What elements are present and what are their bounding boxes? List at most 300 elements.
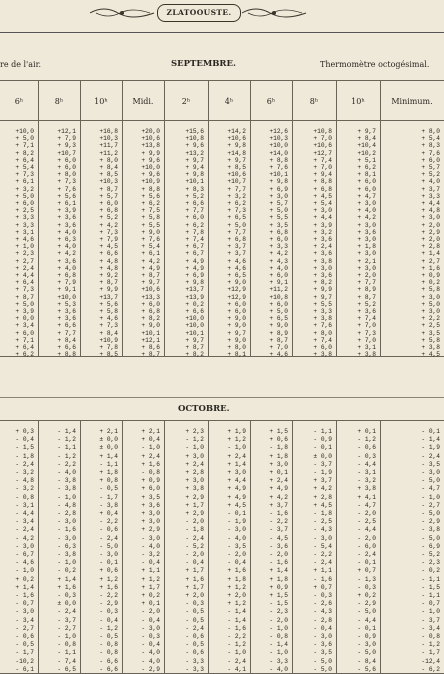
table-cell: - 4,7	[357, 501, 376, 509]
table-cell: - 5,2	[185, 542, 204, 550]
table-cell: + 9,4	[313, 171, 332, 179]
table-cell: + 7,4	[185, 236, 204, 244]
table-cell: + 9,7	[357, 128, 376, 135]
table-cell: + 4,2	[269, 493, 288, 501]
table-cell: + 5,8	[421, 336, 440, 344]
table-cell: - 0,8	[421, 633, 440, 641]
table-cell: + 7,3	[57, 178, 76, 186]
table-cell: + 7,3	[227, 207, 246, 215]
table-cell: + 2,3	[185, 428, 204, 435]
table-cell: - 0,3	[357, 452, 376, 460]
table-cell: +10,6	[227, 171, 246, 179]
table-cell: +10,9	[99, 336, 118, 344]
table-cell: + 0,2	[421, 279, 440, 287]
table-cell: +13,8	[141, 142, 160, 150]
table-cell: + 3,0	[141, 510, 160, 518]
table-cell: - 4,0	[227, 534, 246, 542]
table-cell: + 2,8	[421, 243, 440, 251]
table-cell: - 2,2	[99, 518, 118, 526]
table-cell: + 5,5	[313, 300, 332, 308]
table-cell: - 3,4	[421, 624, 440, 632]
table-cell: + 2,1	[99, 428, 118, 435]
table-cell: - 3,1	[357, 469, 376, 477]
table-cell: + 6,0	[421, 156, 440, 164]
table-cell: + 9,0	[141, 228, 160, 236]
table-cell: + 1,6	[141, 460, 160, 468]
table-cell: - 2,4	[185, 534, 204, 542]
table-cell: - 3,7	[269, 526, 288, 534]
table-cell: + 8,7	[99, 279, 118, 287]
month-title-september: SEPTEMBRE.	[171, 59, 236, 69]
table-cell: + 2,0	[185, 592, 204, 600]
table-cell: - 1,0	[421, 493, 440, 501]
table-cell: + 5,6	[57, 192, 76, 200]
column-header: 8ʰ	[54, 97, 64, 106]
table-cell: - 4,4	[15, 510, 34, 518]
data-column	[2, 128, 34, 359]
table-cell: + 1,5	[269, 592, 288, 600]
table-cell: + 7,7	[185, 207, 204, 215]
table-cell: + 4,2	[99, 221, 118, 229]
table-cell: - 0,3	[357, 583, 376, 591]
table-cell: + 1,2	[227, 583, 246, 591]
table-cell: + 8,2	[185, 351, 204, 359]
table-cell: - 1,1	[313, 428, 332, 435]
table-cell: + 7,9	[99, 236, 118, 244]
table-cell: + 3,8	[357, 351, 376, 359]
table-cell: +13,7	[99, 293, 118, 301]
table-cell: - 4,4	[357, 460, 376, 468]
table-cell: - 2,7	[57, 624, 76, 632]
table-cell: - 2,5	[313, 518, 332, 526]
table-cell: + 6,0	[269, 236, 288, 244]
table-cell: - 4,6	[15, 559, 34, 567]
column-header: 4ʰ	[224, 97, 234, 106]
table-cell: - 2,4	[57, 608, 76, 616]
table-cell: - 4,4	[357, 616, 376, 624]
table-cell: + 3,5	[269, 221, 288, 229]
table-cell: +11,7	[99, 142, 118, 150]
table-cell: - 0,4	[141, 559, 160, 567]
table-cell: + 8,7	[269, 336, 288, 344]
table-cell: - 7,4	[57, 657, 76, 665]
table-cell: + 1,0	[15, 243, 34, 251]
table-cell: - 0,6	[185, 633, 204, 641]
table-cell: - 3,5	[421, 460, 440, 468]
table-cell: + 5,5	[269, 214, 288, 222]
table-cell: + 9,7	[313, 293, 332, 301]
table-cell: + 4,0	[269, 264, 288, 272]
table-cell: - 3,0	[357, 641, 376, 649]
table-cell: + 1,4	[57, 575, 76, 583]
table-cell: - 0,4	[141, 616, 160, 624]
table-cell: - 3,0	[421, 469, 440, 477]
column-divider	[164, 420, 165, 674]
table-cell: + 6,8	[141, 308, 160, 316]
table-cell: - 0,5	[185, 641, 204, 649]
table-cell: + 7,9	[57, 279, 76, 287]
table-cell: +16,8	[99, 128, 118, 135]
table-cell: - 4,5	[269, 534, 288, 542]
data-column	[2, 428, 34, 674]
table-cell: + 3,0	[313, 207, 332, 215]
table-cell: +12,7	[313, 149, 332, 157]
table-cell: - 3,5	[227, 542, 246, 550]
table-cell: - 2,0	[357, 534, 376, 542]
table-cell: + 7,3	[15, 171, 34, 179]
table-cell: + 4,5	[227, 501, 246, 509]
table-cell: + 3,8	[357, 485, 376, 493]
table-cell: + 6,0	[57, 156, 76, 164]
table-cell: + 4,6	[269, 351, 288, 359]
table-cell: + 3,1	[15, 228, 34, 236]
table-cell: - 3,3	[269, 657, 288, 665]
table-cell: + 6,2	[185, 221, 204, 229]
table-cell: + 6,4	[15, 156, 34, 164]
table-cell: + 3,0	[357, 264, 376, 272]
table-cell: + 8,0	[421, 128, 440, 135]
table-cell: +10,8	[313, 128, 332, 135]
table-cell: + 4,8	[99, 264, 118, 272]
table-cell: - 2,0	[185, 551, 204, 559]
table-cell: + 3,9	[57, 207, 76, 215]
table-cell: + 3,9	[313, 221, 332, 229]
table-cell: +10,6	[227, 135, 246, 143]
table-cell: + 3,3	[15, 214, 34, 222]
table-cell: + 2,1	[357, 257, 376, 265]
table-cell: + 6,1	[15, 178, 34, 186]
table-cell: + 4,4	[227, 477, 246, 485]
table-cell: + 9,8	[269, 178, 288, 186]
table-cell: - 0,5	[15, 641, 34, 649]
table-cell: +10,7	[57, 149, 76, 157]
october-table	[0, 420, 444, 674]
table-cell: +10,6	[313, 142, 332, 150]
table-cell: - 0,1	[227, 510, 246, 518]
table-cell: + 8,0	[57, 171, 76, 179]
table-cell: - 2,6	[313, 600, 332, 608]
table-cell: + 6,7	[185, 250, 204, 258]
table-cell: + 0,1	[357, 428, 376, 435]
table-cell: + 7,9	[57, 135, 76, 143]
table-cell: + 2,4	[15, 264, 34, 272]
table-cell: + 3,0	[269, 192, 288, 200]
table-cell: + 7,0	[313, 135, 332, 143]
table-cell: + 1,7	[185, 567, 204, 575]
table-cell: + 1,8	[269, 575, 288, 583]
table-cell: - 6,9	[421, 542, 440, 550]
table-cell: - 3,3	[185, 657, 204, 665]
table-cell: + 2,4	[185, 460, 204, 468]
table-cell: - 5,0	[313, 665, 332, 673]
table-cell: + 2,4	[227, 452, 246, 460]
table-cell: - 3,8	[57, 485, 76, 493]
table-cell: - 5,0	[313, 657, 332, 665]
data-column	[166, 128, 204, 359]
table-cell: - 4,3	[313, 608, 332, 616]
table-cell: + 4,5	[421, 351, 440, 359]
table-cell: + 6,0	[227, 308, 246, 316]
table-cell: + 8,6	[141, 344, 160, 352]
table-cell: + 9,7	[227, 156, 246, 164]
data-column	[40, 128, 76, 359]
table-cell: - 1,4	[57, 428, 76, 435]
table-cell: - 2,4	[227, 657, 246, 665]
table-cell: - 1,8	[15, 452, 34, 460]
table-cell: - 1,8	[269, 444, 288, 452]
table-cell: + 3,6	[57, 315, 76, 323]
table-cell: + 2,2	[421, 315, 440, 323]
table-cell: + 1,8	[357, 243, 376, 251]
table-cell: +12,9	[227, 286, 246, 294]
table-cell: - 4,2	[15, 534, 34, 542]
table-cell: + 2,0	[227, 592, 246, 600]
table-cell: + 0,4	[141, 436, 160, 444]
table-cell: + 8,8	[269, 156, 288, 164]
table-cell: + 5,5	[141, 221, 160, 229]
table-cell: - 2,2	[227, 633, 246, 641]
table-cell: + 4,2	[141, 257, 160, 265]
table-cell: + 0,9	[421, 272, 440, 280]
table-cell: - 5,0	[421, 477, 440, 485]
table-cell: + 1,2	[227, 436, 246, 444]
table-cell: + 9,0	[227, 279, 246, 287]
table-cell: +12,9	[227, 293, 246, 301]
table-cell: + 7,4	[313, 336, 332, 344]
table-cell: + 8,7	[185, 344, 204, 352]
table-cell: + 2,4	[269, 477, 288, 485]
table-cell: + 3,6	[357, 228, 376, 236]
column-divider	[336, 80, 337, 357]
column-divider	[80, 80, 81, 357]
table-cell: + 2,4	[141, 452, 160, 460]
data-column	[294, 428, 332, 674]
table-cell: + 9,9	[313, 286, 332, 294]
table-cell: + 2,4	[313, 243, 332, 251]
table-cell: + 6,3	[57, 236, 76, 244]
table-cell: + 3,6	[141, 501, 160, 509]
table-cell: +12,6	[269, 128, 288, 135]
table-cell: + 1,4	[227, 460, 246, 468]
table-cell: - 0,4	[185, 559, 204, 567]
table-cell: +10,0	[269, 142, 288, 150]
row-divider	[0, 80, 444, 81]
column-header: Midi.	[132, 97, 154, 106]
table-cell: + 6,8	[99, 207, 118, 215]
table-cell: + 5,0	[15, 300, 34, 308]
table-cell: +10,1	[185, 178, 204, 186]
table-cell: - 4,0	[269, 665, 288, 673]
table-cell: + 3,8	[313, 315, 332, 323]
table-cell: - 1,2	[185, 436, 204, 444]
column-divider	[208, 420, 209, 674]
table-cell: - 0,4	[227, 559, 246, 567]
table-cell: + 7,4	[357, 315, 376, 323]
table-cell: - 1,5	[421, 583, 440, 591]
table-cell: + 9,8	[185, 279, 204, 287]
table-cell: + 4,2	[313, 485, 332, 493]
table-cell: + 9,1	[269, 279, 288, 287]
table-cell: + 6,0	[99, 200, 118, 208]
table-cell: - 3,4	[15, 616, 34, 624]
row-divider	[0, 420, 444, 421]
table-cell: +10,0	[15, 128, 34, 135]
table-cell: + 6,0	[269, 272, 288, 280]
table-cell: +14,0	[269, 149, 288, 157]
table-cell: - 4,0	[57, 469, 76, 477]
table-cell: + 9,0	[227, 315, 246, 323]
column-header: 8ʰ	[309, 97, 319, 106]
table-cell: - 5,0	[99, 542, 118, 550]
table-cell: + 5,4	[15, 164, 34, 172]
table-cell: + 8,1	[227, 351, 246, 359]
table-cell: - 2,8	[57, 510, 76, 518]
table-cell: - 3,7	[313, 460, 332, 468]
table-cell: - 0,6	[99, 526, 118, 534]
table-cell: - 0,8	[99, 649, 118, 657]
column-divider	[292, 420, 293, 674]
table-cell: - 3,0	[57, 534, 76, 542]
table-cell: + 4,0	[57, 264, 76, 272]
table-cell: + 7,0	[269, 344, 288, 352]
table-cell: + 7,3	[15, 286, 34, 294]
table-cell: - 0,6	[357, 444, 376, 452]
table-cell: -10,2	[15, 657, 34, 665]
table-cell: - 3,3	[185, 665, 204, 673]
table-cell: + 5,8	[141, 214, 160, 222]
table-cell: +10,8	[269, 293, 288, 301]
table-cell: - 1,2	[357, 436, 376, 444]
table-cell: + 8,8	[313, 178, 332, 186]
table-cell: - 6,6	[99, 665, 118, 673]
table-cell: + 6,8	[313, 185, 332, 193]
table-cell: + 5,0	[15, 192, 34, 200]
table-cell: - 3,8	[421, 526, 440, 534]
table-cell: + 6,6	[57, 322, 76, 330]
table-cell: + 9,9	[141, 149, 160, 157]
table-cell: + 8,3	[185, 185, 204, 193]
table-cell: + 0,9	[269, 583, 288, 591]
table-cell: - 1,0	[421, 608, 440, 616]
table-cell: + 4,5	[99, 243, 118, 251]
table-cell: + 3,6	[357, 308, 376, 316]
table-cell: +10,4	[357, 142, 376, 150]
table-cell: + 7,1	[15, 142, 34, 150]
table-cell: + 1,6	[227, 567, 246, 575]
table-cell: + 7,7	[227, 185, 246, 193]
table-cell: + 8,0	[227, 344, 246, 352]
table-cell: + 5,6	[99, 300, 118, 308]
table-cell: - 1,0	[15, 567, 34, 575]
table-cell: +14,8	[227, 149, 246, 157]
table-cell: + 5,7	[99, 192, 118, 200]
table-cell: + 8,5	[99, 351, 118, 359]
table-cell: + 2,7	[15, 257, 34, 265]
table-cell: - 1,0	[141, 444, 160, 452]
table-cell: + 0,3	[15, 428, 34, 435]
table-cell: - 1,6	[313, 575, 332, 583]
table-cell: + 4,4	[313, 214, 332, 222]
table-cell: + 1,9	[227, 428, 246, 435]
table-cell: + 5,0	[421, 300, 440, 308]
table-cell: +13,9	[185, 293, 204, 301]
table-cell: + 5,4	[141, 243, 160, 251]
table-cell: + 3,6	[313, 272, 332, 280]
table-cell: - 3,0	[15, 608, 34, 616]
table-cell: + 3,0	[185, 477, 204, 485]
table-cell: + 3,3	[313, 308, 332, 316]
table-cell: + 3,7	[313, 477, 332, 485]
table-cell: + 6,8	[57, 272, 76, 280]
table-cell: + 6,2	[227, 200, 246, 208]
data-column	[382, 128, 440, 359]
table-cell: +10,0	[141, 164, 160, 172]
table-cell: - 2,4	[15, 460, 34, 468]
table-cell: + 4,4	[421, 200, 440, 208]
table-cell: + 6,2	[15, 351, 34, 359]
table-cell: - 4,0	[141, 542, 160, 550]
table-cell: + 5,7	[269, 200, 288, 208]
table-cell: + 6,9	[185, 272, 204, 280]
table-cell: + 7,3	[99, 322, 118, 330]
column-header: 6ʰ	[266, 97, 276, 106]
table-cell: + 3,5	[141, 493, 160, 501]
table-cell: - 2,0	[357, 510, 376, 518]
table-cell: + 9,6	[141, 171, 160, 179]
table-cell: + 0,4	[99, 510, 118, 518]
table-cell: + 7,0	[357, 322, 376, 330]
table-cell: - 1,0	[185, 444, 204, 452]
table-cell: + 4,5	[313, 192, 332, 200]
table-cell: - 2,4	[15, 526, 34, 534]
table-cell: - 0,7	[421, 600, 440, 608]
column-header: 2ʰ	[181, 97, 191, 106]
table-cell: + 3,8	[421, 344, 440, 352]
row-divider	[0, 120, 444, 121]
table-cell: - 2,0	[141, 608, 160, 616]
table-cell: - 1,6	[57, 526, 76, 534]
table-cell: - 2,4	[99, 534, 118, 542]
table-cell: + 7,7	[357, 279, 376, 287]
table-cell: ± 0,0	[57, 600, 76, 608]
table-cell: + 0,2	[15, 575, 34, 583]
table-cell: + 7,6	[421, 149, 440, 157]
data-column	[166, 428, 204, 674]
column-divider	[80, 420, 81, 674]
table-cell: + 8,9	[269, 329, 288, 337]
table-cell: - 5,2	[421, 551, 440, 559]
table-cell: + 3,4	[15, 322, 34, 330]
table-cell: + 8,9	[357, 286, 376, 294]
data-column	[294, 128, 332, 359]
table-cell: - 2,7	[421, 501, 440, 509]
table-cell: + 2,0	[421, 221, 440, 229]
table-cell: + 7,0	[313, 164, 332, 172]
table-cell: - 3,8	[99, 501, 118, 509]
table-cell: - 4,8	[15, 477, 34, 485]
table-cell: - 0,7	[15, 600, 34, 608]
table-cell: - 4,8	[57, 501, 76, 509]
table-cell: - 0,1	[357, 559, 376, 567]
table-cell: + 8,0	[99, 156, 118, 164]
table-cell: + 1,8	[269, 452, 288, 460]
table-cell: + 7,8	[185, 228, 204, 236]
right-ornament-icon	[240, 3, 308, 23]
table-cell: + 3,5	[421, 329, 440, 337]
table-cell: + 3,0	[357, 236, 376, 244]
table-cell: - 5,0	[421, 534, 440, 542]
table-cell: + 2,7	[421, 257, 440, 265]
